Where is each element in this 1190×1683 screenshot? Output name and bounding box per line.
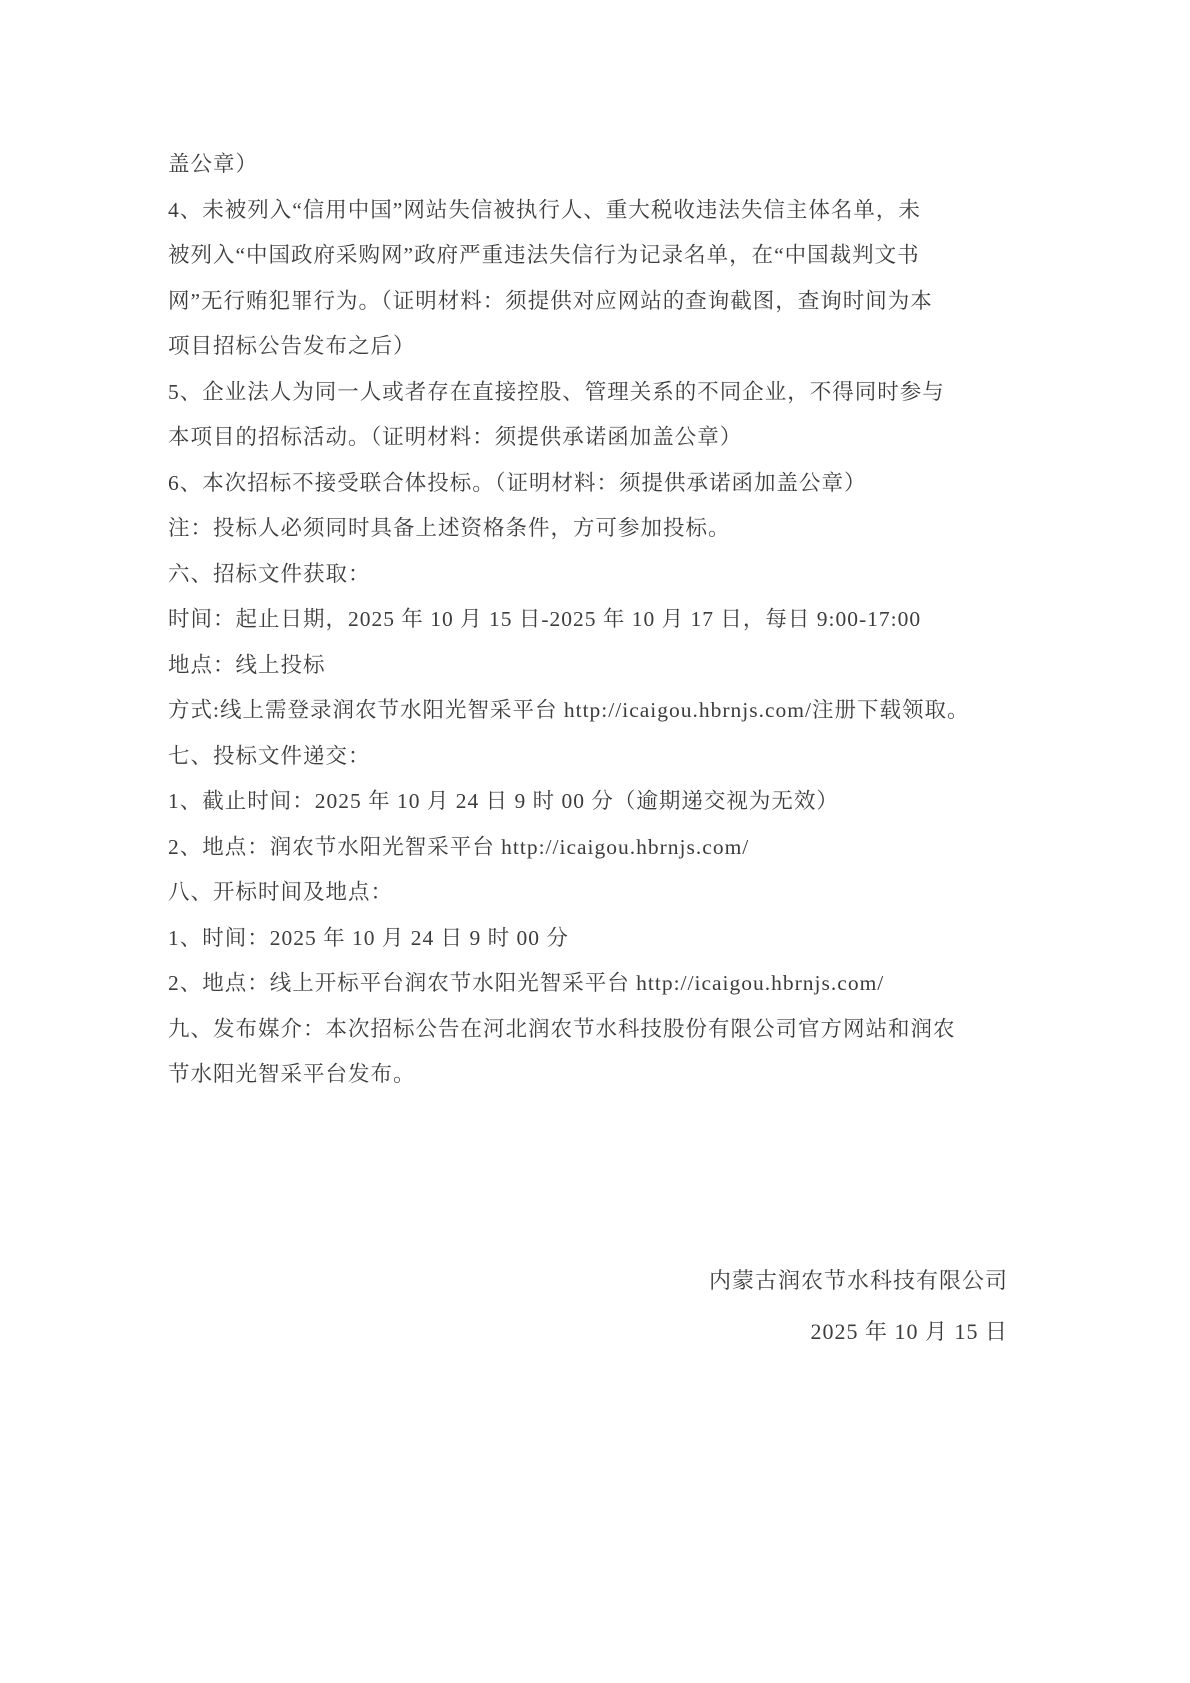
signature-company-name: 内蒙古润农节水科技有限公司 (708, 1268, 1008, 1293)
text-line: 盖公章） (168, 152, 259, 176)
signature-block (709, 1264, 1008, 1349)
text-line: 时间：起止日期，2025 年 10 月 15 日-2025 年 10 月 17 日，每日 9:00-17:00 (168, 607, 922, 631)
text-line: 注：投标人必须同时具备上述资格条件，方可参加投标。 (168, 516, 731, 540)
text-line: 节水阳光智采平台发布。 (168, 1062, 416, 1086)
text-line: 被列入“中国政府采购网”政府严重违法失信行为记录名单，在“中国裁判文书 (168, 243, 920, 267)
text-line: 1、截止时间：2025 年 10 月 24 日 9 时 00 分（逾期递交视为无效） (168, 789, 839, 813)
text-line: 八、开标时间及地点： (168, 880, 394, 904)
text-line: 六、招标文件获取： (168, 561, 371, 586)
signature-date: 2025 年 10 月 15 日 (810, 1319, 1008, 1344)
text-line: 2、地点：线上开标平台润农节水阳光智采平台 http://icaigou.hbrnjs.com/ (168, 971, 885, 995)
text-line: 七、投标文件递交： (168, 743, 371, 768)
text-line: 6、本次招标不接受联合体投标。（证明材料：须提供承诺函加盖公章） (168, 470, 867, 495)
text-line: 4、未被列入“信用中国”网站失信被执行人、重大税收违法失信主体名单，未 (168, 197, 921, 222)
text-line: 本项目的招标活动。（证明材料：须提供承诺函加盖公章） (168, 425, 743, 449)
text-line: 网”无行贿犯罪行为。（证明材料：须提供对应网站的查询截图，查询时间为本 (168, 288, 933, 313)
text-line: 项目招标公告发布之后） (168, 334, 416, 358)
text-line: 5、企业法人为同一人或者存在直接控股、管理关系的不同企业，不得同时参与 (168, 379, 945, 404)
text-line: 方式:线上需登录润农节水阳光智采平台 http://icaigou.hbrnjs.com/注册下载领取。 (168, 698, 970, 722)
text-line: 2、地点：润农节水阳光智采平台 http://icaigou.hbrnjs.com/ (168, 834, 750, 859)
text-line: 地点：线上投标 (168, 652, 326, 677)
text-line: 九、发布媒介：本次招标公告在河北润农节水科技股份有限公司官方网站和润农 (168, 1016, 956, 1041)
text-line: 1、时间：2025 年 10 月 24 日 9 时 00 分 (168, 925, 569, 950)
document-body-text (168, 142, 1038, 1098)
